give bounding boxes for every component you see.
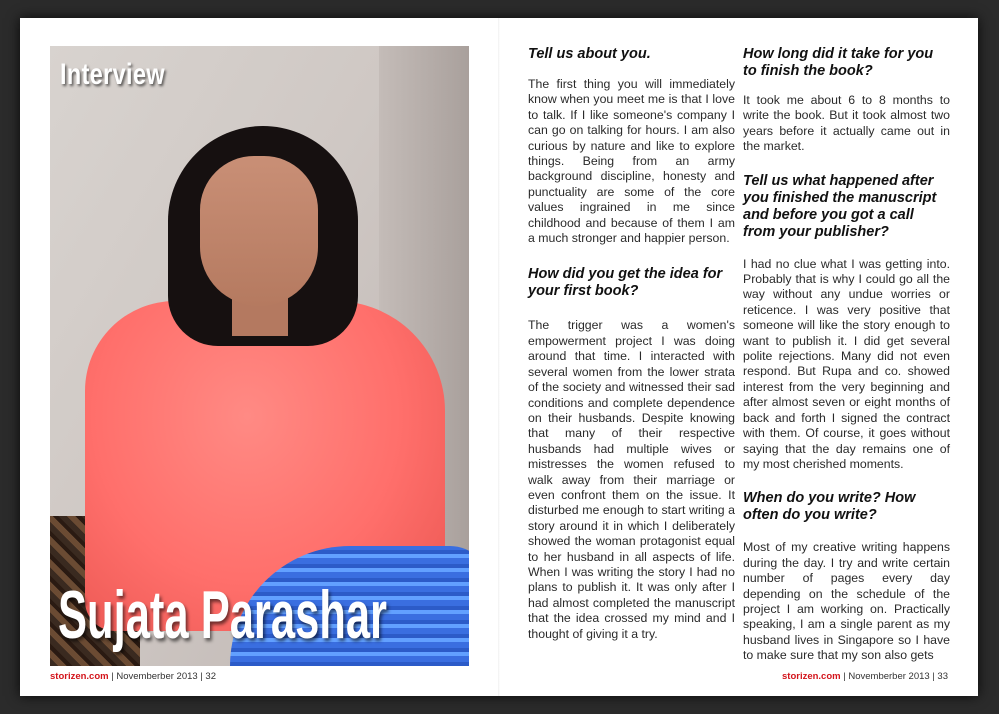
footer-issue-page: | Novemberber 2013 | 32: [108, 671, 216, 682]
question-heading: How did you get the idea for your first book?: [528, 266, 723, 300]
footer-issue-page: | Novemberber 2013 | 33: [840, 671, 948, 682]
interviewee-name: Sujata Parashar: [58, 577, 387, 653]
right-page-footer: [782, 671, 948, 682]
article-column-1: [528, 46, 735, 655]
photo-face: [200, 156, 318, 306]
left-page-footer: [50, 671, 216, 682]
article-column-2: [743, 46, 950, 677]
section-heading: Interview: [60, 58, 165, 91]
answer-paragraph: The trigger was a women's empowerment project I was doing around that time. I interacted with several women from the lower strata of the society and witnessed their sad conditions and complete dependence on their husbands. Despite knowing that many of their respective husbands had multiple wives or mistresses the women refused to walk away from their marriage or even confront them on the issue. It disturbed me enough to start writing a story around it in which I deliberately showed the woman protagonist equal to her husband in all aspects of life. When I was writing the story I had no plans to publish it. It was only after I had almost completed the manuscript that the idea crossed my mind and I thought of giving it a try.: [528, 318, 735, 641]
magazine-spread: [20, 18, 978, 696]
portrait-photo: [50, 46, 469, 666]
answer-paragraph: It took me about 6 to 8 months to write the book. But it took almost two years before it actually came out in the market.: [743, 93, 950, 154]
question-heading: When do you write? How often do you write?: [743, 490, 916, 524]
question-heading: Tell us what happened after you finished the manuscript and before you got a call from your publisher?: [743, 172, 937, 240]
question-heading: Tell us about you.: [528, 46, 651, 62]
footer-site-link[interactable]: storizen.com: [50, 671, 109, 682]
answer-paragraph: The first thing you will immediately know when you meet me is that I love to talk. If I like someone's company I can go on talking for hours. I am also curious by nature and like to explore things. Being from an army background discipline, honesty and punctuality are some of the core values ingrained in me since childhood and because of them I am a much stronger and happier person.: [528, 77, 735, 246]
answer-paragraph: Most of my creative writing happens during the day. I try and write certain number of pages every day depending on the schedule of the project I am working on. Practically speaking, I am a single parent as my husband lives in Singapore so I have to make sure that my son also gets: [743, 540, 950, 663]
answer-paragraph: I had no clue what I was getting into. Probably that is why I could go all the way without any undue worries or reticence. I was very positive that someone will like the story enough to want to publish it. I did get several polite rejections. Many did not even respond. But Rupa and co. showed interest from the very beginning and after almost seven or eight months of back and forth I signed the contract with them. Of course, it goes without saying that the day remains one of my most cherished moments.: [743, 256, 950, 471]
question-heading: How long did it take for you to finish the book?: [743, 46, 934, 79]
footer-site-link[interactable]: storizen.com: [782, 671, 841, 682]
